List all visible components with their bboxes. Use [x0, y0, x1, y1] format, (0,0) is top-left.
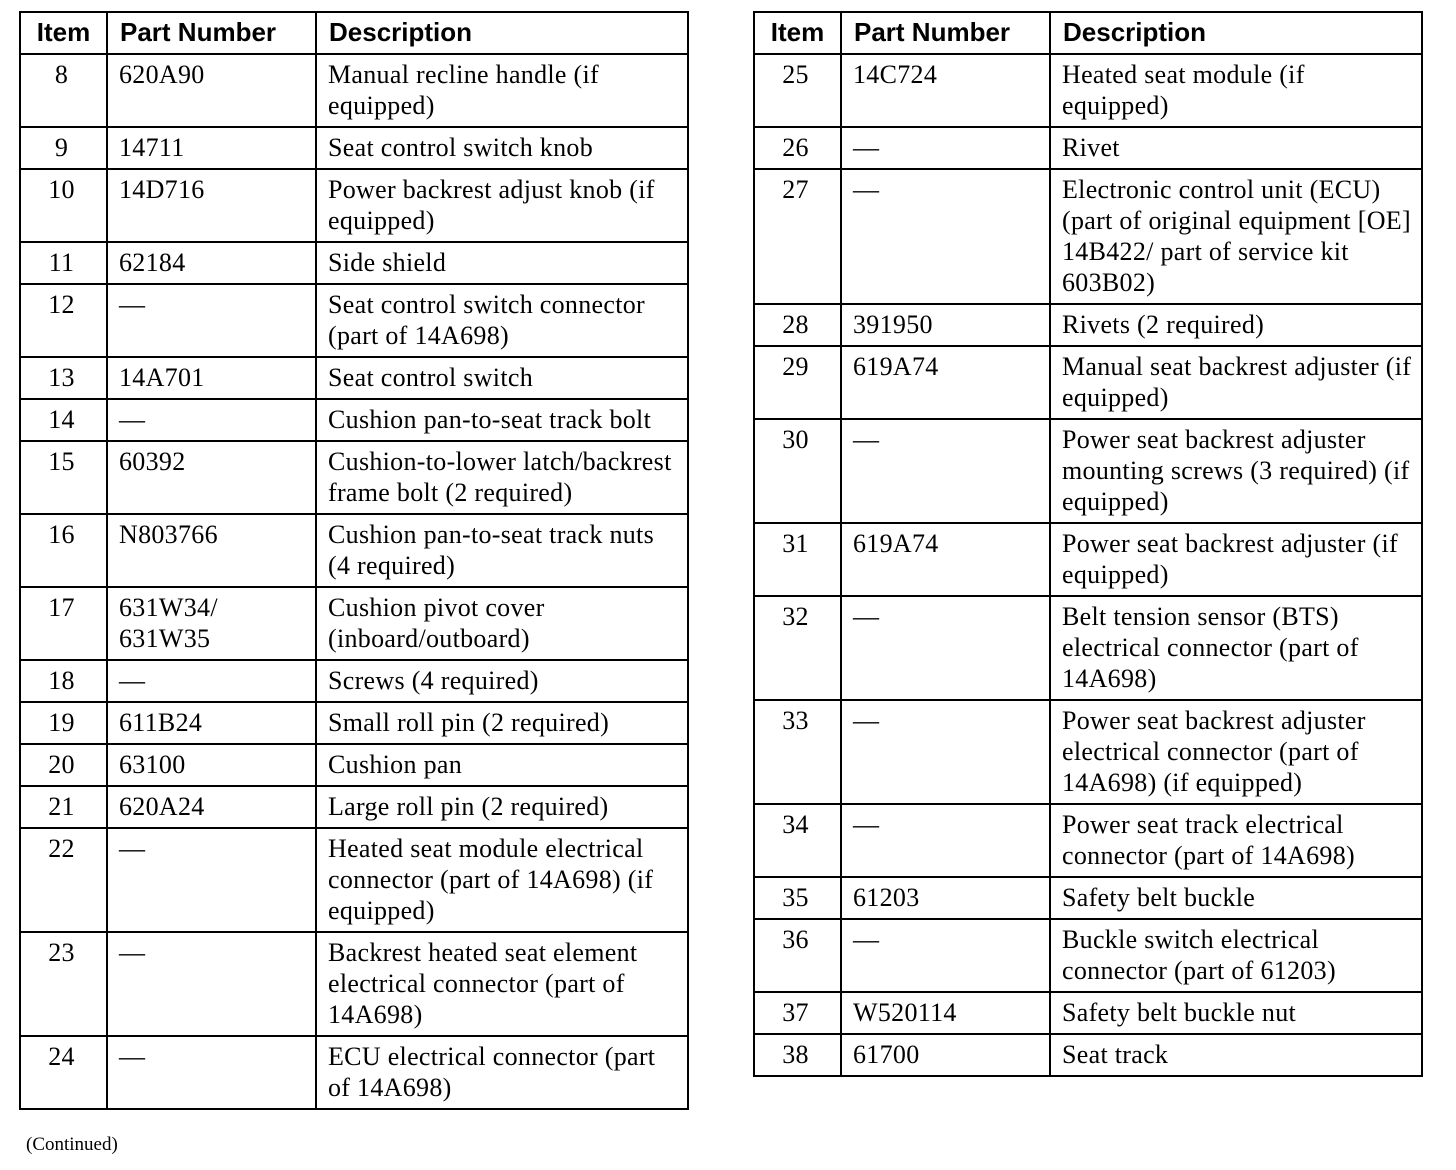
description-cell: Cushion pivot cover (inboard/outboard) — [316, 587, 688, 660]
table-row — [20, 786, 688, 828]
item-cell: 18 — [20, 660, 107, 702]
header-description: Description — [1050, 12, 1422, 54]
description-cell: Cushion-to-lower latch/backrest frame bolt (2 required) — [316, 441, 688, 514]
table-row — [754, 346, 1422, 419]
item-cell: 22 — [20, 828, 107, 932]
description-cell: Safety belt buckle nut — [1050, 992, 1422, 1034]
item-cell: 28 — [754, 304, 841, 346]
continued-note: (Continued) — [26, 1134, 118, 1155]
part-number-cell: — — [107, 660, 316, 702]
description-cell: Manual seat backrest adjuster (if equipped) — [1050, 346, 1422, 419]
part-number-cell: 620A24 — [107, 786, 316, 828]
description-cell: Backrest heated seat element electrical connector (part of 14A698) — [316, 932, 688, 1036]
description-cell: Rivet — [1050, 127, 1422, 169]
part-number-cell: — — [841, 419, 1050, 523]
item-cell: 12 — [20, 284, 107, 357]
description-cell: Belt tension sensor (BTS) electrical connector (part of 14A698) — [1050, 596, 1422, 700]
header-part-number: Part Number — [107, 12, 316, 54]
part-number-cell: — — [841, 804, 1050, 877]
item-cell: 38 — [754, 1034, 841, 1076]
table-row — [20, 702, 688, 744]
description-cell: Seat control switch connector (part of 14A698) — [316, 284, 688, 357]
item-cell: 10 — [20, 169, 107, 242]
table-row — [754, 1034, 1422, 1076]
item-cell: 35 — [754, 877, 841, 919]
part-number-cell: 619A74 — [841, 523, 1050, 596]
item-cell: 24 — [20, 1036, 107, 1109]
table-row — [754, 877, 1422, 919]
part-number-cell: N803766 — [107, 514, 316, 587]
item-cell: 23 — [20, 932, 107, 1036]
table-row — [20, 1036, 688, 1109]
table-row — [20, 399, 688, 441]
description-cell: Safety belt buckle — [1050, 877, 1422, 919]
header-item: Item — [20, 12, 107, 54]
part-number-cell: — — [841, 127, 1050, 169]
table-row — [20, 54, 688, 127]
header-description: Description — [316, 12, 688, 54]
part-number-cell: — — [107, 932, 316, 1036]
part-number-cell: — — [841, 169, 1050, 304]
item-cell: 33 — [754, 700, 841, 804]
table-row — [20, 242, 688, 284]
table-row — [754, 304, 1422, 346]
part-number-cell: 61700 — [841, 1034, 1050, 1076]
part-number-cell: 60392 — [107, 441, 316, 514]
table-row — [20, 660, 688, 702]
part-number-cell: — — [841, 919, 1050, 992]
table-row — [754, 127, 1422, 169]
part-number-cell: 611B24 — [107, 702, 316, 744]
table-row — [754, 419, 1422, 523]
item-cell: 34 — [754, 804, 841, 877]
part-number-cell: 631W34/ 631W35 — [107, 587, 316, 660]
description-cell: Power seat backrest adjuster (if equipped) — [1050, 523, 1422, 596]
table-row — [754, 54, 1422, 127]
item-cell: 29 — [754, 346, 841, 419]
item-cell: 16 — [20, 514, 107, 587]
part-number-cell: 14A701 — [107, 357, 316, 399]
description-cell: Buckle switch electrical connector (part of 61203) — [1050, 919, 1422, 992]
description-cell: ECU electrical connector (part of 14A698) — [316, 1036, 688, 1109]
item-cell: 25 — [754, 54, 841, 127]
description-cell: Cushion pan — [316, 744, 688, 786]
table-row — [20, 587, 688, 660]
item-cell: 37 — [754, 992, 841, 1034]
description-cell: Seat track — [1050, 1034, 1422, 1076]
table-row — [20, 169, 688, 242]
header-row — [20, 12, 688, 54]
description-cell: Power seat track electrical connector (part of 14A698) — [1050, 804, 1422, 877]
table-row — [20, 357, 688, 399]
description-cell: Power seat backrest adjuster mounting screws (3 required) (if equipped) — [1050, 419, 1422, 523]
table-row — [754, 919, 1422, 992]
part-number-cell: — — [107, 284, 316, 357]
item-cell: 17 — [20, 587, 107, 660]
table-row — [754, 596, 1422, 700]
item-cell: 8 — [20, 54, 107, 127]
description-cell: Seat control switch — [316, 357, 688, 399]
part-number-cell: 14C724 — [841, 54, 1050, 127]
description-cell: Electronic control unit (ECU) (part of original equipment [OE] 14B422/ part of service kit 603B02) — [1050, 169, 1422, 304]
description-cell: Seat control switch knob — [316, 127, 688, 169]
item-cell: 9 — [20, 127, 107, 169]
table-row — [20, 441, 688, 514]
part-number-cell: — — [841, 596, 1050, 700]
item-cell: 19 — [20, 702, 107, 744]
item-cell: 36 — [754, 919, 841, 992]
part-number-cell: 62184 — [107, 242, 316, 284]
description-cell: Large roll pin (2 required) — [316, 786, 688, 828]
table-row — [754, 523, 1422, 596]
description-cell: Power backrest adjust knob (if equipped) — [316, 169, 688, 242]
part-number-cell: 391950 — [841, 304, 1050, 346]
table-row — [20, 127, 688, 169]
part-number-cell: — — [107, 399, 316, 441]
description-cell: Rivets (2 required) — [1050, 304, 1422, 346]
part-number-cell: — — [107, 1036, 316, 1109]
description-cell: Small roll pin (2 required) — [316, 702, 688, 744]
parts-table-left — [19, 11, 689, 1110]
table-row — [20, 828, 688, 932]
part-number-cell: 61203 — [841, 877, 1050, 919]
item-cell: 26 — [754, 127, 841, 169]
table-row — [754, 700, 1422, 804]
table-row — [754, 804, 1422, 877]
description-cell: Cushion pan-to-seat track nuts (4 required) — [316, 514, 688, 587]
item-cell: 32 — [754, 596, 841, 700]
description-cell: Heated seat module (if equipped) — [1050, 54, 1422, 127]
table-row — [754, 169, 1422, 304]
part-number-cell: 14711 — [107, 127, 316, 169]
item-cell: 13 — [20, 357, 107, 399]
description-cell: Manual recline handle (if equipped) — [316, 54, 688, 127]
description-cell: Cushion pan-to-seat track bolt — [316, 399, 688, 441]
description-cell: Heated seat module electrical connector (part of 14A698) (if equipped) — [316, 828, 688, 932]
table-row — [20, 284, 688, 357]
item-cell: 30 — [754, 419, 841, 523]
table-row — [20, 514, 688, 587]
header-row — [754, 12, 1422, 54]
table-row — [20, 744, 688, 786]
item-cell: 11 — [20, 242, 107, 284]
item-cell: 20 — [20, 744, 107, 786]
part-number-cell: 619A74 — [841, 346, 1050, 419]
table-row — [20, 932, 688, 1036]
header-part-number: Part Number — [841, 12, 1050, 54]
description-cell: Screws (4 required) — [316, 660, 688, 702]
parts-table-right — [753, 11, 1423, 1077]
part-number-cell: — — [841, 700, 1050, 804]
table-row — [754, 992, 1422, 1034]
item-cell: 15 — [20, 441, 107, 514]
item-cell: 31 — [754, 523, 841, 596]
part-number-cell: 620A90 — [107, 54, 316, 127]
part-number-cell: 63100 — [107, 744, 316, 786]
description-cell: Power seat backrest adjuster electrical connector (part of 14A698) (if equipped) — [1050, 700, 1422, 804]
item-cell: 27 — [754, 169, 841, 304]
header-item: Item — [754, 12, 841, 54]
description-cell: Side shield — [316, 242, 688, 284]
part-number-cell: W520114 — [841, 992, 1050, 1034]
item-cell: 21 — [20, 786, 107, 828]
item-cell: 14 — [20, 399, 107, 441]
part-number-cell: 14D716 — [107, 169, 316, 242]
part-number-cell: — — [107, 828, 316, 932]
